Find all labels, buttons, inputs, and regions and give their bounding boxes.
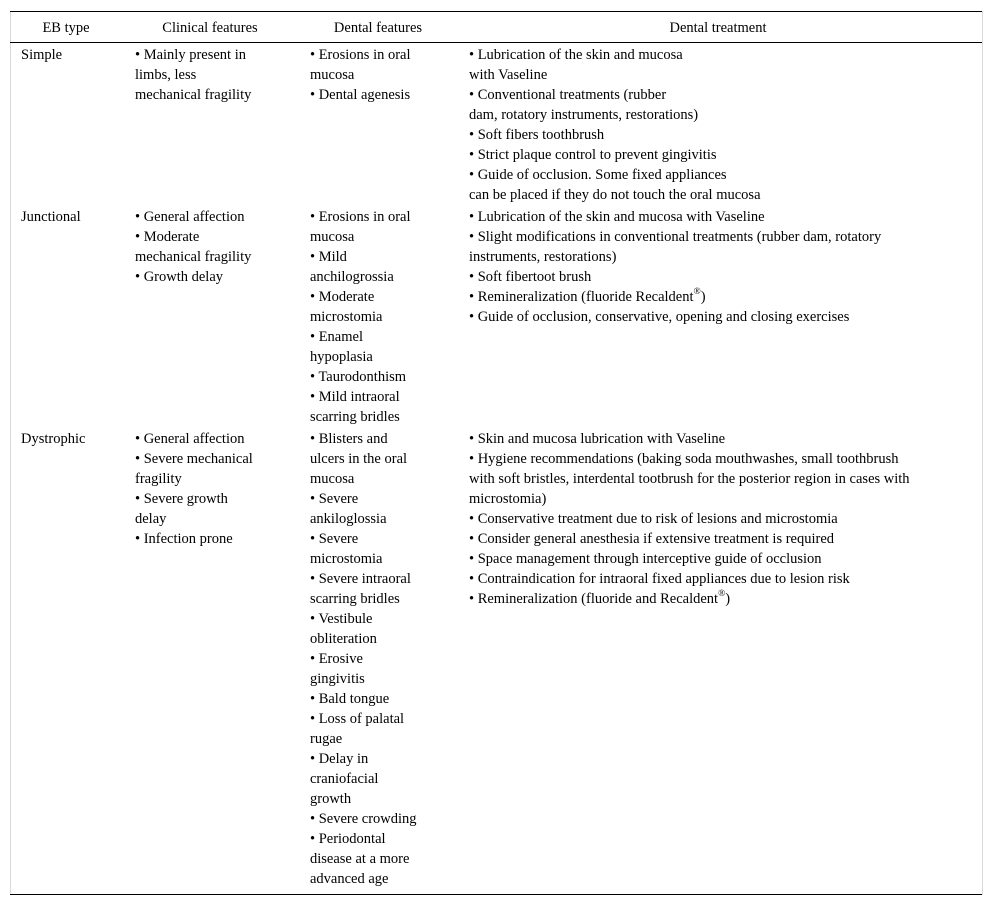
header-dental-treatment: Dental treatment [669,20,767,36]
dental-line: ulcers in the oral [310,451,408,467]
treatment-line: • Lubrication of the skin and mucosa with Vaseline [469,209,765,225]
treatment-line: • Guide of occlusion. Some fixed appliances [469,167,727,183]
dental-line: hypoplasia [310,349,373,365]
remineralization-text: • Remineralization (fluoride and Recaldent [469,591,719,607]
treatment-line: with Vaseline [469,67,548,83]
treatment-line: • Consider general anesthesia if extensive treatment is required [469,531,835,547]
dental-line: • Erosive [310,651,363,667]
dental-line: gingivitis [310,671,365,687]
treatment-line: • Hygiene recommendations (baking soda mouthwashes, small toothbrush [469,451,899,467]
dental-line: mucosa [310,229,355,245]
dental-line: • Mild intraoral [310,389,400,405]
treatment-line: instruments, restorations) [469,249,617,265]
clinical-line: fragility [135,471,182,487]
dental-line: • Delay in [310,751,369,767]
dental-line: ankiloglossia [310,511,387,527]
header-dental-features: Dental features [333,20,423,36]
dental-line: • Blisters and [310,431,388,447]
treatment-line: • Lubrication of the skin and mucosa [469,47,683,63]
treatment-line-remineralization [469,589,969,609]
dental-line: obliteration [310,631,377,647]
row-junctional-type: Junctional [21,209,81,225]
row-junctional-dental [310,207,460,427]
dental-line: • Taurodonthism [310,369,407,385]
registered-mark: ® [718,589,726,600]
treatment-line: with soft bristles, interdental tootbrush for the posterior region in cases with [469,471,910,487]
treatment-line: • Soft fibers toothbrush [469,127,605,143]
dental-line: scarring bridles [310,409,400,425]
table-top-rule [10,11,982,12]
clinical-line: • Mainly present in [135,47,246,63]
row-simple-type: Simple [21,47,63,63]
clinical-line: limbs, less [135,67,197,83]
row-dystrophic-type: Dystrophic [21,431,86,447]
dental-line: rugae [310,731,343,747]
table-bottom-rule [10,894,982,895]
treatment-line: • Guide of occlusion, conservative, opening and closing exercises [469,309,850,325]
clinical-line: • Severe growth [135,491,228,507]
row-simple-dental [310,45,460,105]
dental-line: • Vestibule [310,611,373,627]
row-dystrophic-treatment [469,429,969,609]
treatment-line: • Conventional treatments (rubber [469,87,667,103]
remineralization-close: ) [700,289,706,305]
clinical-line: mechanical fragility [135,249,252,265]
dental-line: • Bald tongue [310,691,390,707]
treatment-line: can be placed if they do not touch the oral mucosa [469,187,761,203]
dental-line: growth [310,791,352,807]
row-dystrophic-dental [310,429,460,889]
treatment-line: • Slight modifications in conventional treatments (rubber dam, rotatory [469,229,882,245]
treatment-line: • Strict plaque control to prevent gingivitis [469,147,717,163]
dental-line: • Enamel [310,329,363,345]
row-dystrophic-clinical [135,429,300,549]
dental-line: • Loss of palatal [310,711,405,727]
dental-line: scarring bridles [310,591,400,607]
dental-line: • Mild [310,249,347,265]
dental-line: • Severe intraoral [310,571,411,587]
header-clinical-features: Clinical features [162,20,258,36]
treatment-line: • Conservative treatment due to risk of lesions and microstomia [469,511,838,527]
clinical-line: • Growth delay [135,269,224,285]
row-simple-clinical [135,45,300,105]
clinical-line: • General affection [135,431,245,447]
dental-line: • Dental agenesis [310,87,411,103]
treatment-line: dam, rotatory instruments, restorations) [469,107,699,123]
dental-line: disease at a more [310,851,410,867]
registered-mark: ® [693,287,701,298]
remineralization-text: • Remineralization (fluoride Recaldent [469,289,694,305]
dental-line: • Moderate [310,289,375,305]
header-eb-type: EB type [42,20,90,36]
dental-line: • Severe [310,491,359,507]
clinical-line: • Severe mechanical [135,451,253,467]
dental-line: advanced age [310,871,389,887]
treatment-line: • Contraindication for intraoral fixed appliances due to lesion risk [469,571,850,587]
clinical-line: mechanical fragility [135,87,252,103]
dental-line: • Erosions in oral [310,47,411,63]
dental-line: mucosa [310,471,355,487]
treatment-line-remineralization [469,287,969,307]
clinical-line: delay [135,511,167,527]
clinical-line: • Moderate [135,229,200,245]
dental-line: • Severe [310,531,359,547]
treatment-line: • Soft fibertoot brush [469,269,592,285]
dental-line: • Periodontal [310,831,386,847]
table-header-rule [10,42,982,43]
dental-line: microstomia [310,309,383,325]
row-simple-treatment [469,45,969,205]
clinical-line: • General affection [135,209,245,225]
row-junctional-treatment [469,207,969,327]
row-junctional-clinical [135,207,300,287]
dental-line: craniofacial [310,771,379,787]
dental-line: mucosa [310,67,355,83]
dental-line: • Severe crowding [310,811,417,827]
treatment-line: microstomia) [469,491,547,507]
treatment-line: • Skin and mucosa lubrication with Vaseline [469,431,726,447]
dental-line: microstomia [310,551,383,567]
clinical-line: • Infection prone [135,531,233,547]
treatment-line: • Space management through interceptive guide of occlusion [469,551,822,567]
dental-line: • Erosions in oral [310,209,411,225]
dental-line: anchilogrossia [310,269,394,285]
remineralization-close: ) [725,591,731,607]
